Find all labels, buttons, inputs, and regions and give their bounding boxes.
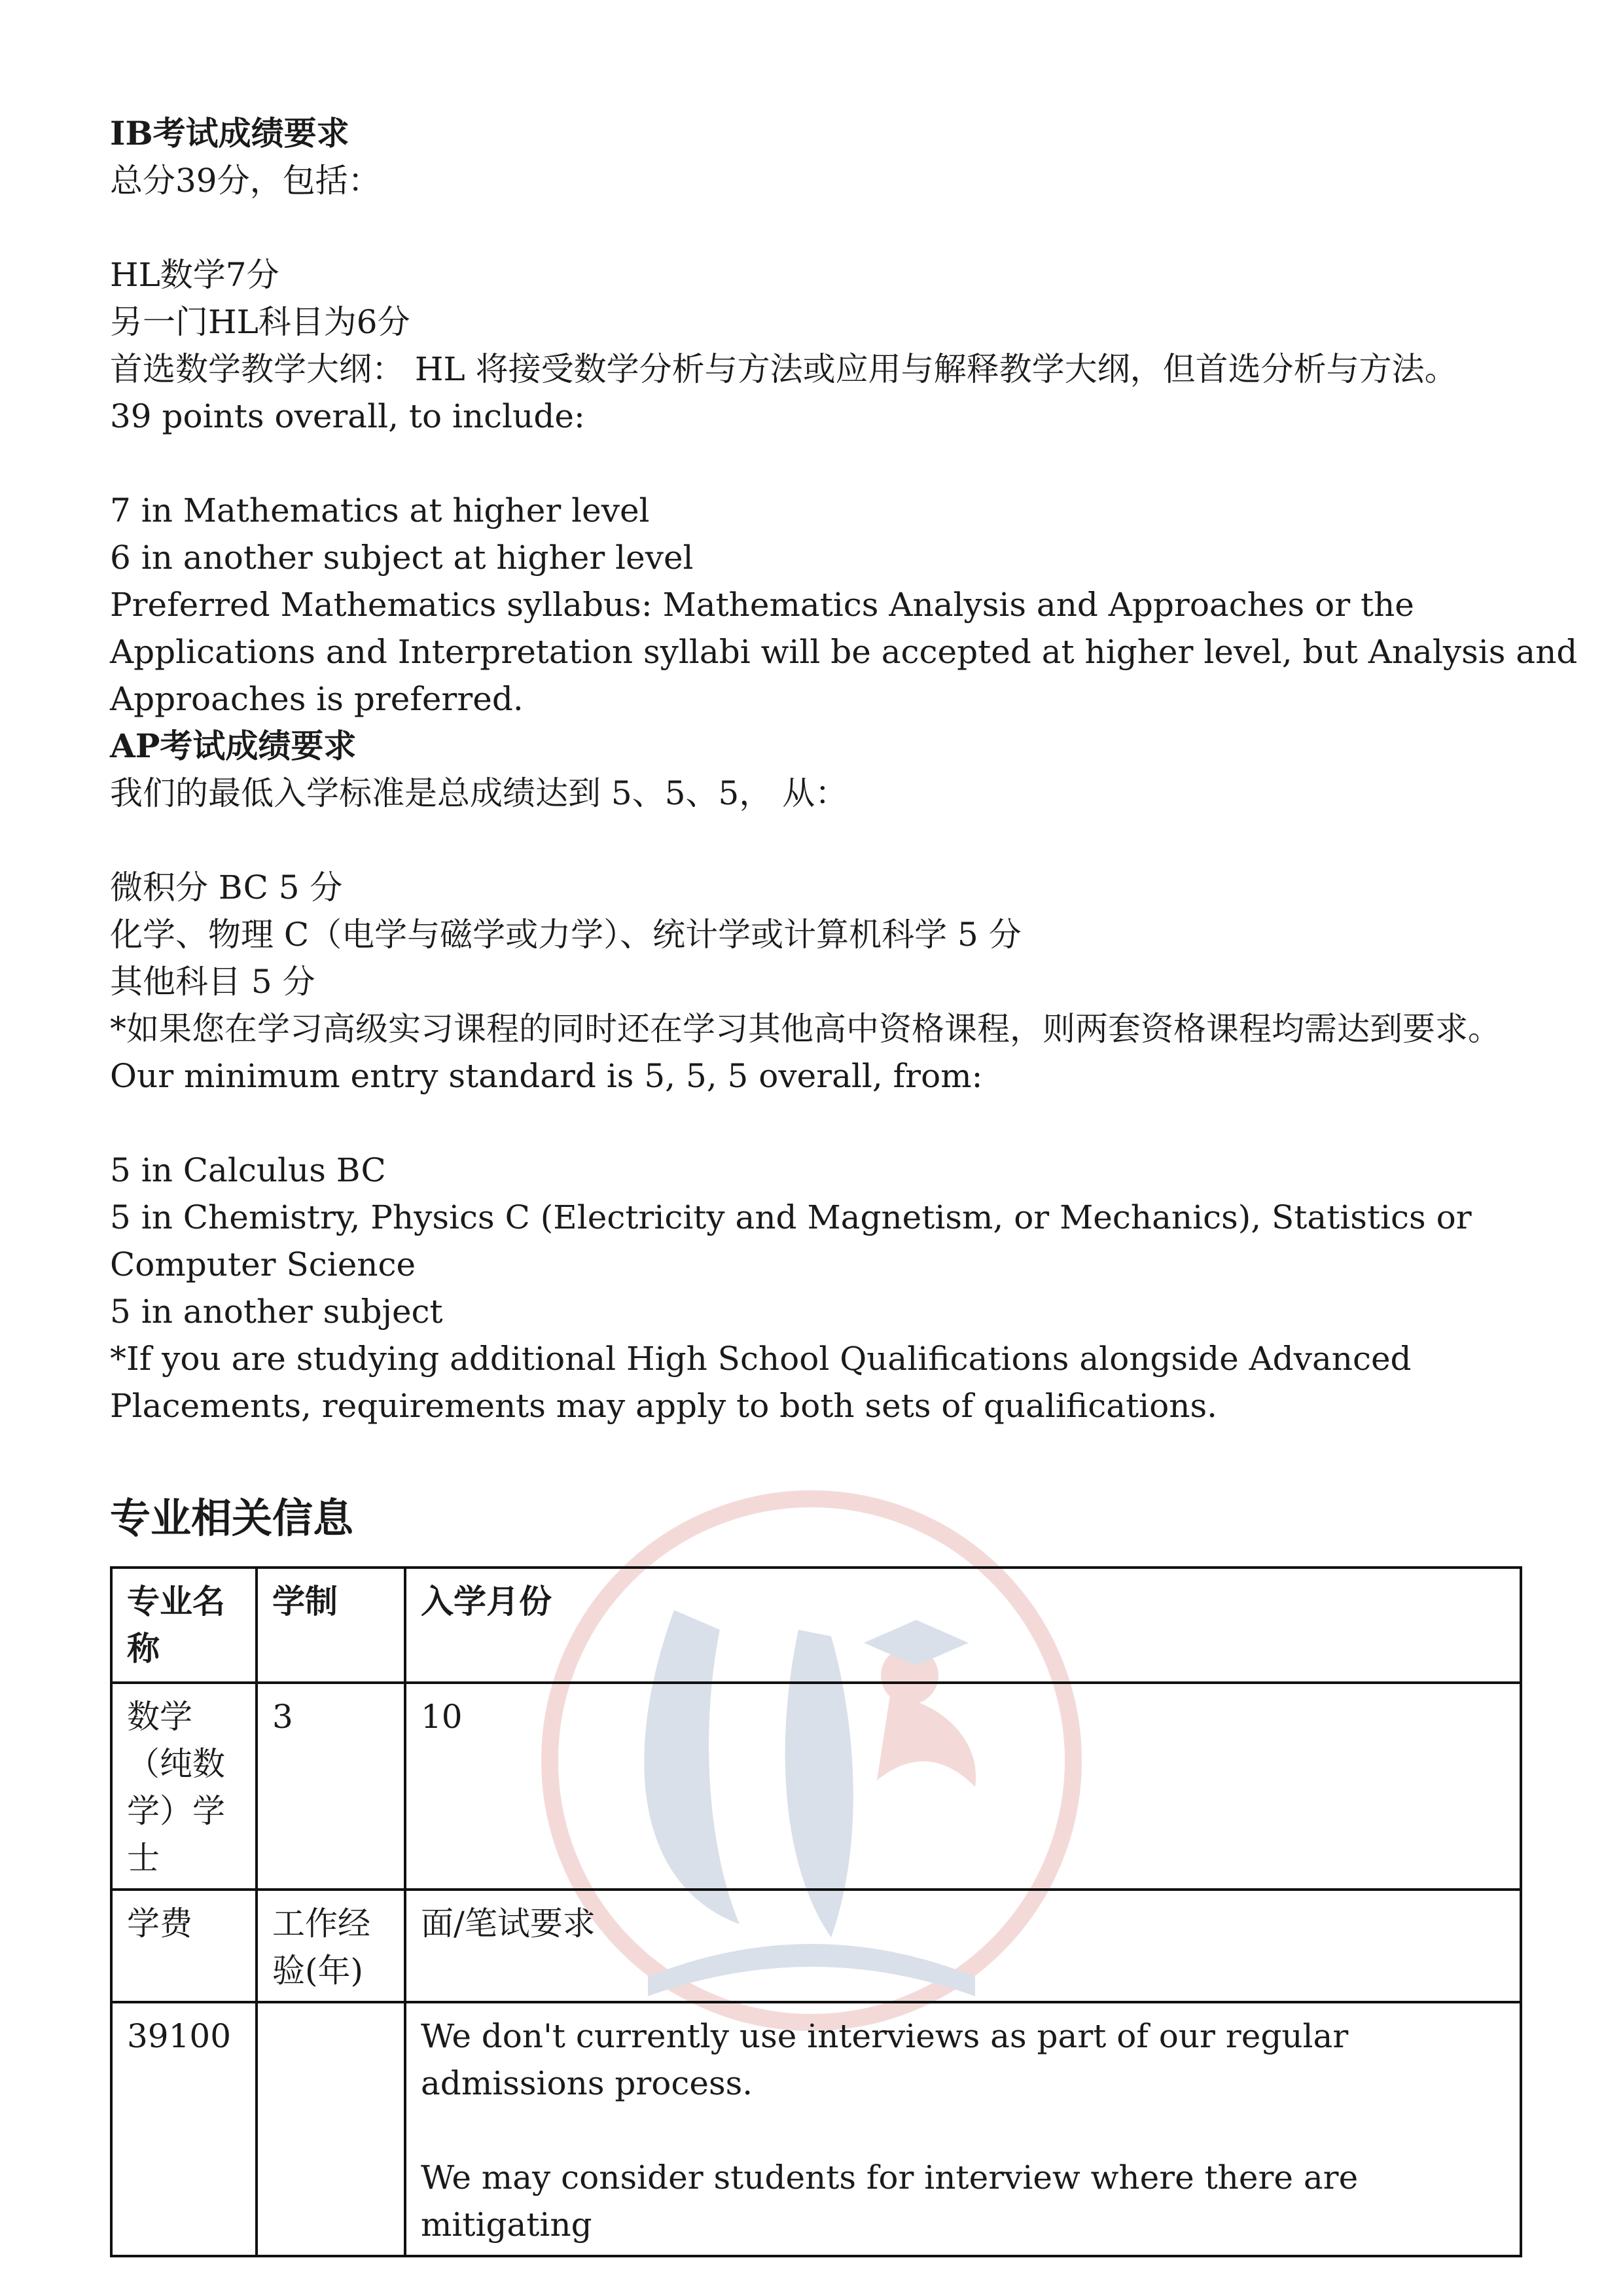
cell-tuition-label: 学费 <box>111 1890 257 2002</box>
ap-cn-note: *如果您在学习高级实习课程的同时还在学习其他高中资格课程，则两套资格课程均需达到要求。 <box>110 1010 1501 1048</box>
cell-interview-value <box>405 2002 1521 2256</box>
header-intake-month: 入学月份 <box>405 1568 1521 1683</box>
cell-interview-label: 面/笔试要求 <box>405 1890 1521 2002</box>
admission-requirements <box>110 110 1578 1429</box>
header-duration: 学制 <box>257 1568 405 1683</box>
table-row <box>111 2002 1521 2256</box>
ib-en-intro: 39 points overall, to include: <box>110 397 585 435</box>
ib-cn-item: 首选数学教学大纲： HL 将接受数学分析与方法或应用与解释教学大纲，但首选分析与方法。 <box>110 350 1457 388</box>
section-heading: 专业相关信息 <box>110 1494 354 1542</box>
cell-tuition-value: 39100 <box>111 2002 257 2256</box>
ib-cn-item: HL数学7分 <box>110 256 279 294</box>
ap-en-item: Computer Science <box>110 1246 416 1283</box>
ap-cn-intro: 我们的最低入学标准是总成绩达到 5、5、5， 从： <box>110 774 848 812</box>
ap-en-item: 5 in another subject <box>110 1293 443 1331</box>
table-header-row <box>111 1568 1521 1683</box>
ib-en-item: 6 in another subject at higher level <box>110 539 694 577</box>
ib-en-preferred-line: Approaches is preferred. <box>110 680 524 718</box>
interview-paragraph: We may consider students for interview where there are mitigating <box>421 2159 1359 2244</box>
cell-experience-label: 工作经验(年) <box>257 1890 405 2002</box>
ap-cn-item: 微积分 BC 5 分 <box>110 869 343 906</box>
table-row <box>111 1890 1521 2002</box>
header-program-name: 专业名称 <box>111 1568 257 1683</box>
ap-cn-item: 化学、物理 C（电学与磁学或力学）、统计学或计算机科学 5 分 <box>110 916 1022 954</box>
ib-en-preferred-line: Preferred Mathematics syllabus: Mathematics Analysis and Approaches or the <box>110 586 1414 624</box>
cell-program-name: 数学（纯数学）学士 <box>111 1683 257 1890</box>
ap-cn-item: 其他科目 5 分 <box>110 963 315 1001</box>
ib-cn-intro: 总分39分，包括： <box>110 162 381 200</box>
table-row <box>111 1683 1521 1890</box>
ib-en-item: 7 in Mathematics at higher level <box>110 492 650 529</box>
interview-paragraph: We don't currently use interviews as part of our regular admissions process. <box>421 2017 1349 2102</box>
ap-en-item: 5 in Calculus BC <box>110 1151 386 1189</box>
program-info-table <box>110 1566 1522 2257</box>
ib-heading: IB考试成绩要求 <box>110 114 349 152</box>
cell-experience-value <box>257 2002 405 2256</box>
cell-duration: 3 <box>257 1683 405 1890</box>
ap-en-intro: Our minimum entry standard is 5, 5, 5 overall, from: <box>110 1057 983 1095</box>
cell-intake-month: 10 <box>405 1683 1521 1890</box>
ap-en-note: *If you are studying additional High School Qualifications alongside Advanced <box>110 1340 1412 1378</box>
ap-heading: AP考试成绩要求 <box>110 726 357 765</box>
ap-en-note: Placements, requirements may apply to both sets of qualifications. <box>110 1387 1218 1425</box>
ap-en-item: 5 in Chemistry, Physics C (Electricity and Magnetism, or Mechanics), Statistics or <box>110 1198 1472 1236</box>
ib-en-preferred-line: Applications and Interpretation syllabi will be accepted at higher level, but Analysis and <box>110 633 1578 671</box>
ib-cn-item: 另一门HL科目为6分 <box>110 303 410 341</box>
